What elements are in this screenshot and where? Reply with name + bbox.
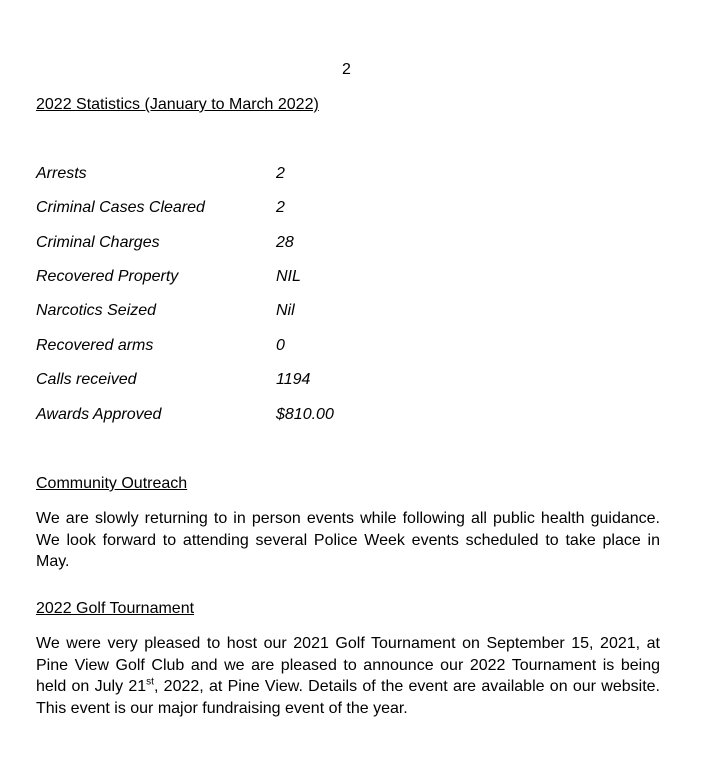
page-number: 2 bbox=[342, 61, 351, 78]
stat-value: 0 bbox=[276, 337, 285, 354]
ordinal-superscript: st bbox=[146, 676, 154, 688]
stat-value: $810.00 bbox=[276, 406, 334, 423]
stat-label: Calls received bbox=[36, 371, 137, 388]
community-outreach-paragraph: We are slowly returning to in person events while following all public health guidance. We look forward to attending several Police Week events scheduled to take place in May. bbox=[36, 510, 660, 570]
golf-tournament-paragraph bbox=[36, 633, 660, 719]
stat-value: 1194 bbox=[276, 371, 311, 388]
stat-label: Criminal Cases Cleared bbox=[36, 199, 205, 216]
community-outreach-heading: Community Outreach bbox=[36, 475, 188, 492]
golf-text-part1: We were very pleased to host our 2021 Golf Tournament on September 15, 2021, at Pine View Golf Club and we are pleased to announce our 2022 Tournament is being held on July 21 bbox=[36, 635, 660, 695]
stat-label: Criminal Charges bbox=[36, 234, 160, 251]
stat-value: 2 bbox=[276, 199, 285, 216]
stat-label: Awards Approved bbox=[36, 406, 162, 423]
golf-tournament-heading: 2022 Golf Tournament bbox=[36, 600, 195, 617]
stat-value: 28 bbox=[276, 234, 294, 251]
stat-value: 2 bbox=[276, 165, 285, 182]
stat-label: Recovered arms bbox=[36, 337, 154, 354]
stat-label: Narcotics Seized bbox=[36, 302, 157, 319]
statistics-heading: 2022 Statistics (January to March 2022) bbox=[36, 96, 319, 113]
stat-value: Nil bbox=[276, 302, 295, 319]
stat-value: NIL bbox=[276, 268, 301, 285]
golf-text-part2: , 2022, at Pine View. Details of the event are available on our website. This event is our major fundraising event of the year. bbox=[36, 678, 660, 717]
stat-label: Arrests bbox=[36, 165, 87, 182]
stat-label: Recovered Property bbox=[36, 268, 179, 285]
